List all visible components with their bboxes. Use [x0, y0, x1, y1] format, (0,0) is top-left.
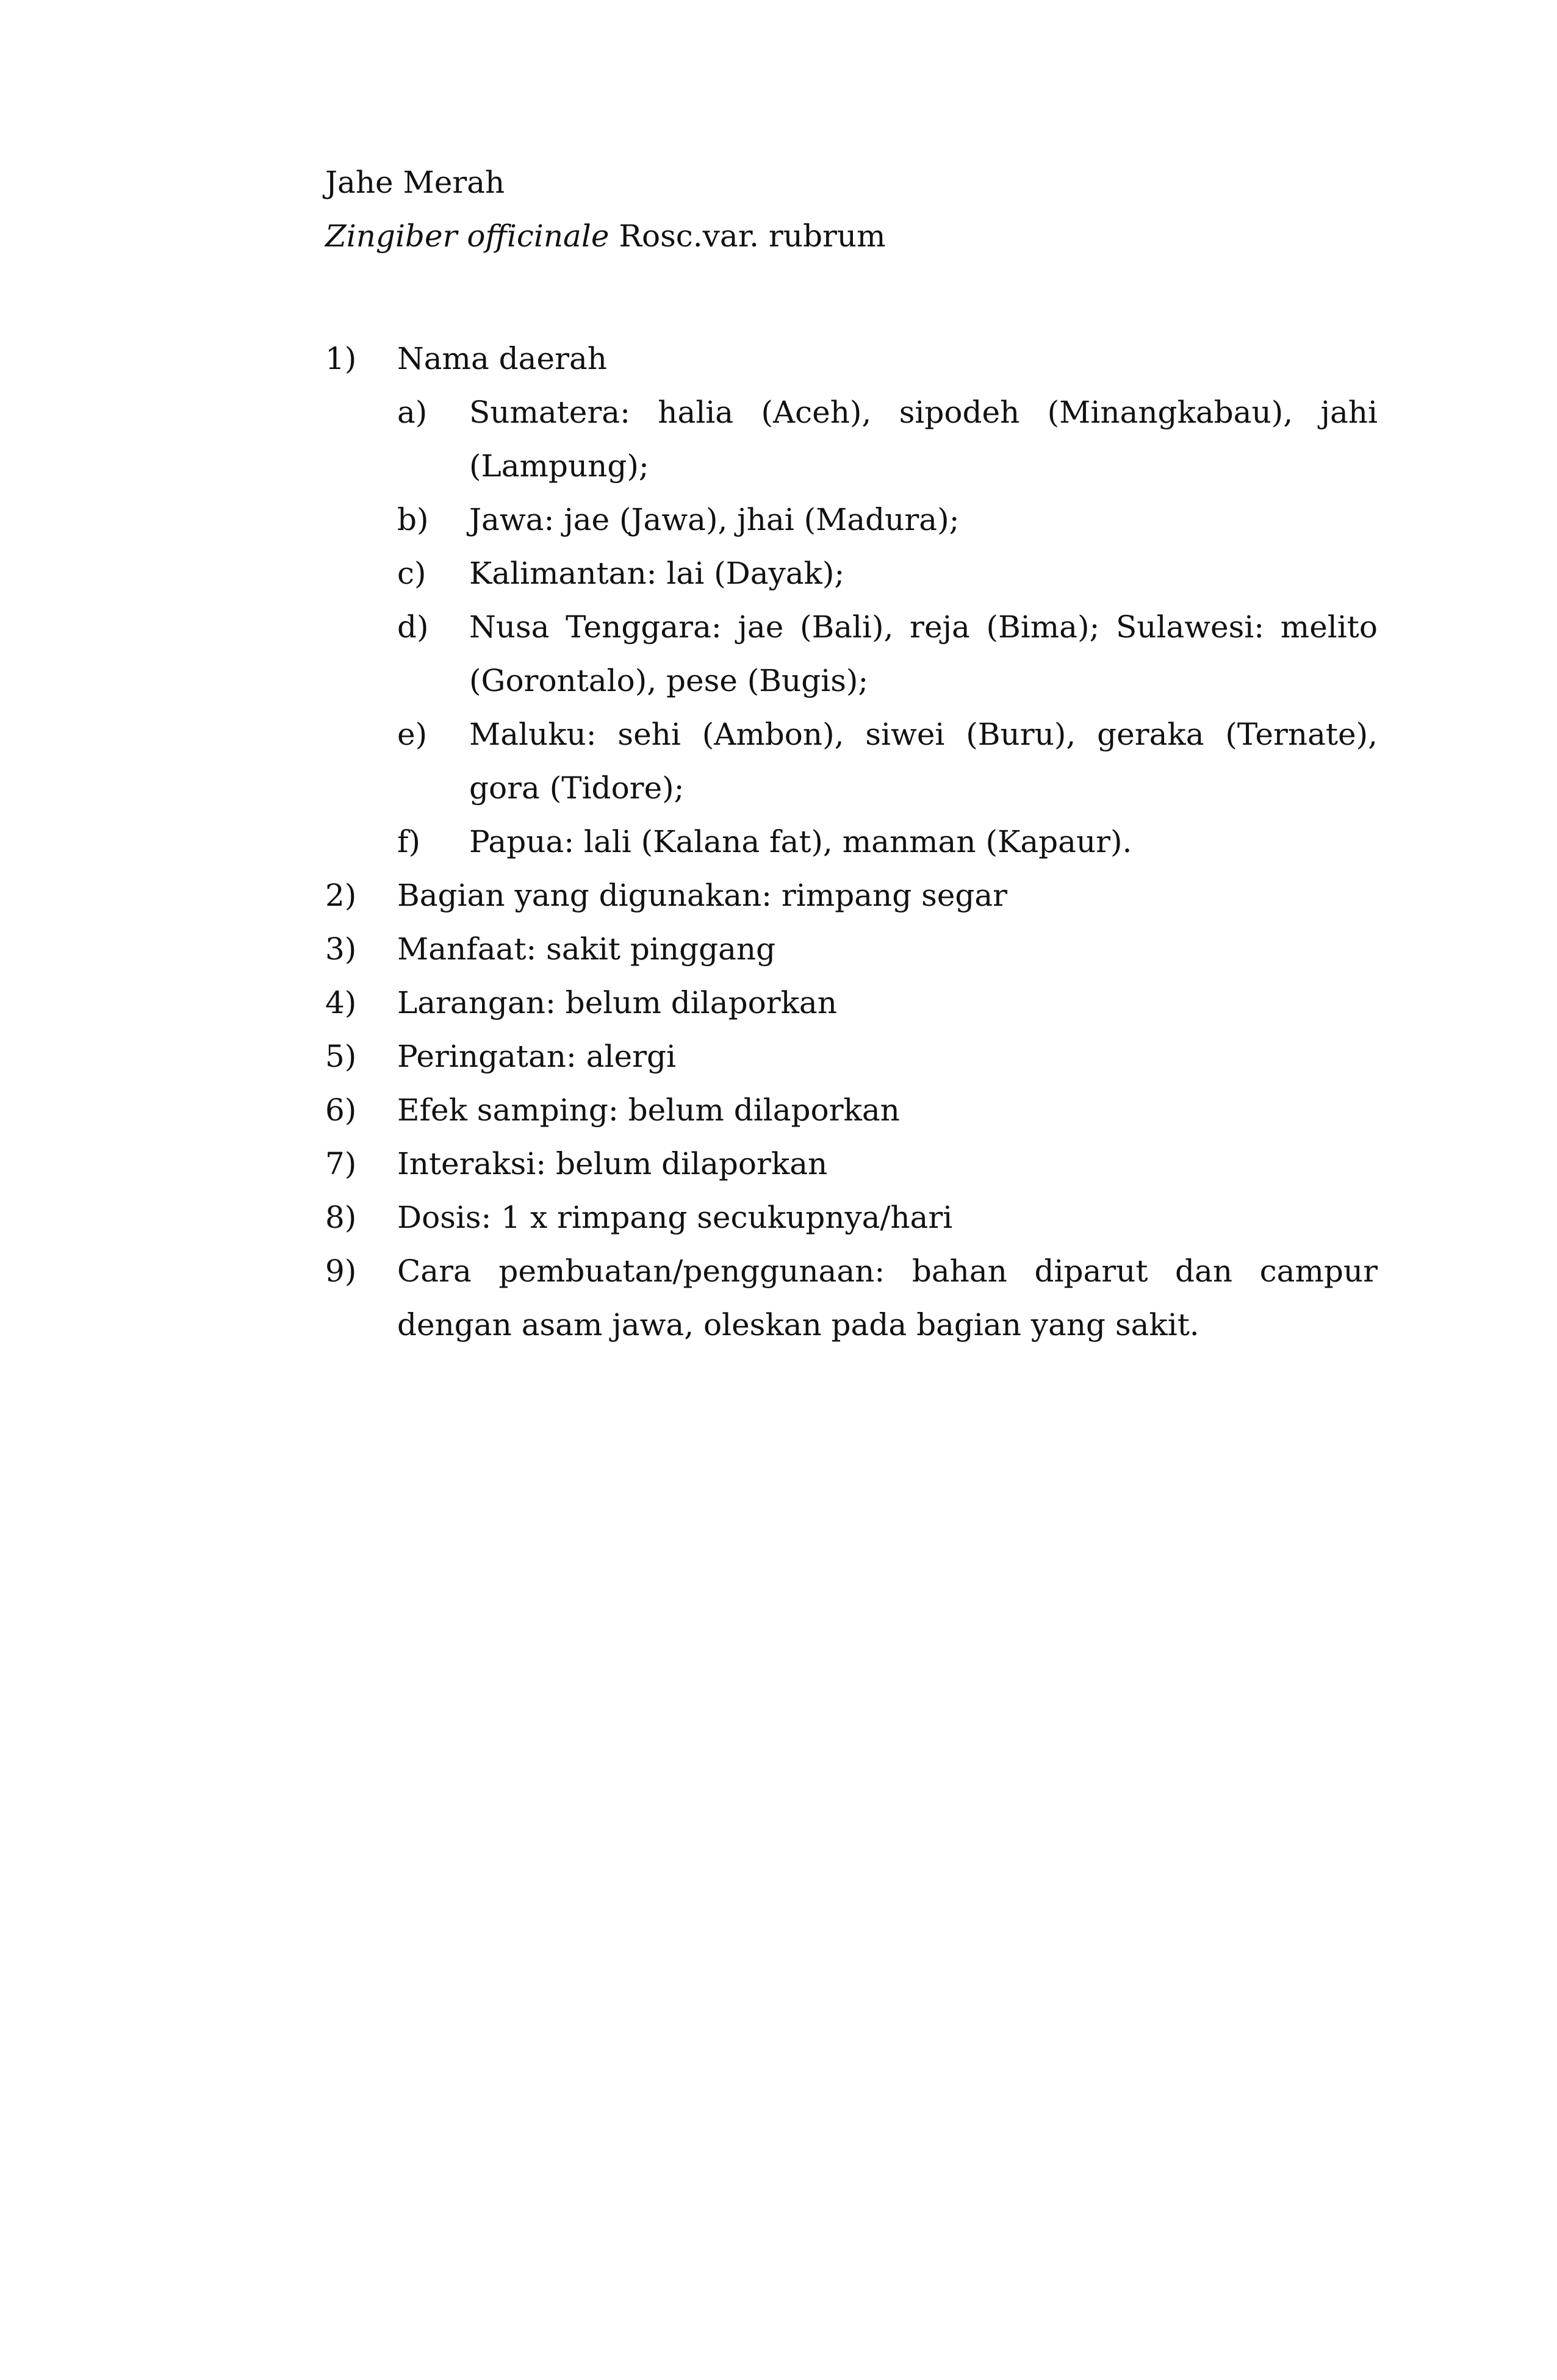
sublist-letter: c) — [397, 556, 426, 591]
sublist-text: Sumatera: halia (Aceh), sipodeh (Minangkabau), jahi (Lampung); — [469, 395, 1378, 484]
list-number: 8) — [325, 1200, 357, 1235]
monograph-list — [325, 332, 1378, 1352]
list-item-content — [397, 332, 1378, 869]
sublist-letter: d) — [397, 609, 429, 645]
page-title: Jahe Merah — [325, 165, 505, 200]
list-item-8 — [325, 1191, 1378, 1244]
list-text: Bagian yang digunakan: rimpang segar — [397, 878, 1008, 913]
sublist-text: Maluku: sehi (Ambon), siwei (Buru), geraka (Ternate), gora (Tidore); — [469, 717, 1378, 806]
list-number: 4) — [325, 985, 357, 1020]
sublist-letter: f) — [397, 824, 421, 859]
list-number: 6) — [325, 1092, 357, 1128]
list-text: Peringatan: alergi — [397, 1039, 677, 1074]
list-item-1 — [325, 332, 1378, 869]
list-item-3 — [325, 922, 1378, 976]
sublist-item-a — [397, 385, 1378, 493]
sublist-letter: e) — [397, 717, 428, 752]
list-item-5 — [325, 1030, 1378, 1083]
sublist-item-b — [397, 493, 1378, 547]
sublist-item-e — [397, 708, 1378, 815]
regional-names-list — [397, 385, 1378, 869]
list-item-2 — [325, 869, 1378, 922]
sublist-letter: b) — [397, 502, 429, 537]
list-number: 7) — [325, 1146, 357, 1181]
sublist-text: Kalimantan: lai (Dayak); — [469, 556, 845, 591]
list-item-6 — [325, 1083, 1378, 1137]
list-text: Cara pembuatan/penggunaan: bahan diparut dan campur dengan asam jawa, oleskan pada bagian yang sakit. — [397, 1253, 1378, 1342]
scientific-name-genus-species: Zingiber officinale — [325, 218, 609, 254]
list-number: 3) — [325, 931, 357, 967]
sublist-text: Papua: lali (Kalana fat), manman (Kapaur). — [469, 824, 1132, 859]
sublist-text: Nusa Tenggara: jae (Bali), reja (Bima); Sulawesi: melito (Gorontalo), pese (Bugis); — [469, 609, 1378, 698]
list-item-9 — [325, 1244, 1378, 1352]
sublist-item-f — [397, 815, 1378, 869]
list-number: 2) — [325, 878, 357, 913]
scientific-name — [325, 209, 1378, 263]
sublist-item-d — [397, 600, 1378, 708]
list-text: Nama daerah — [397, 341, 607, 376]
document-body — [325, 156, 1378, 1352]
list-text: Manfaat: sakit pinggang — [397, 931, 776, 967]
sublist-item-c — [397, 547, 1378, 600]
sublist-text: Jawa: jae (Jawa), jhai (Madura); — [469, 502, 960, 537]
list-item-4 — [325, 976, 1378, 1030]
scientific-name-variety: Rosc.var. rubrum — [609, 218, 886, 254]
list-text: Efek samping: belum dilaporkan — [397, 1092, 900, 1128]
list-number: 1) — [325, 341, 357, 376]
list-item-7 — [325, 1137, 1378, 1191]
list-number: 9) — [325, 1253, 357, 1289]
list-text: Larangan: belum dilaporkan — [397, 985, 837, 1020]
list-text: Interaksi: belum dilaporkan — [397, 1146, 828, 1181]
list-number: 5) — [325, 1039, 357, 1074]
list-text: Dosis: 1 x rimpang secukupnya/hari — [397, 1200, 953, 1235]
sublist-letter: a) — [397, 395, 428, 430]
